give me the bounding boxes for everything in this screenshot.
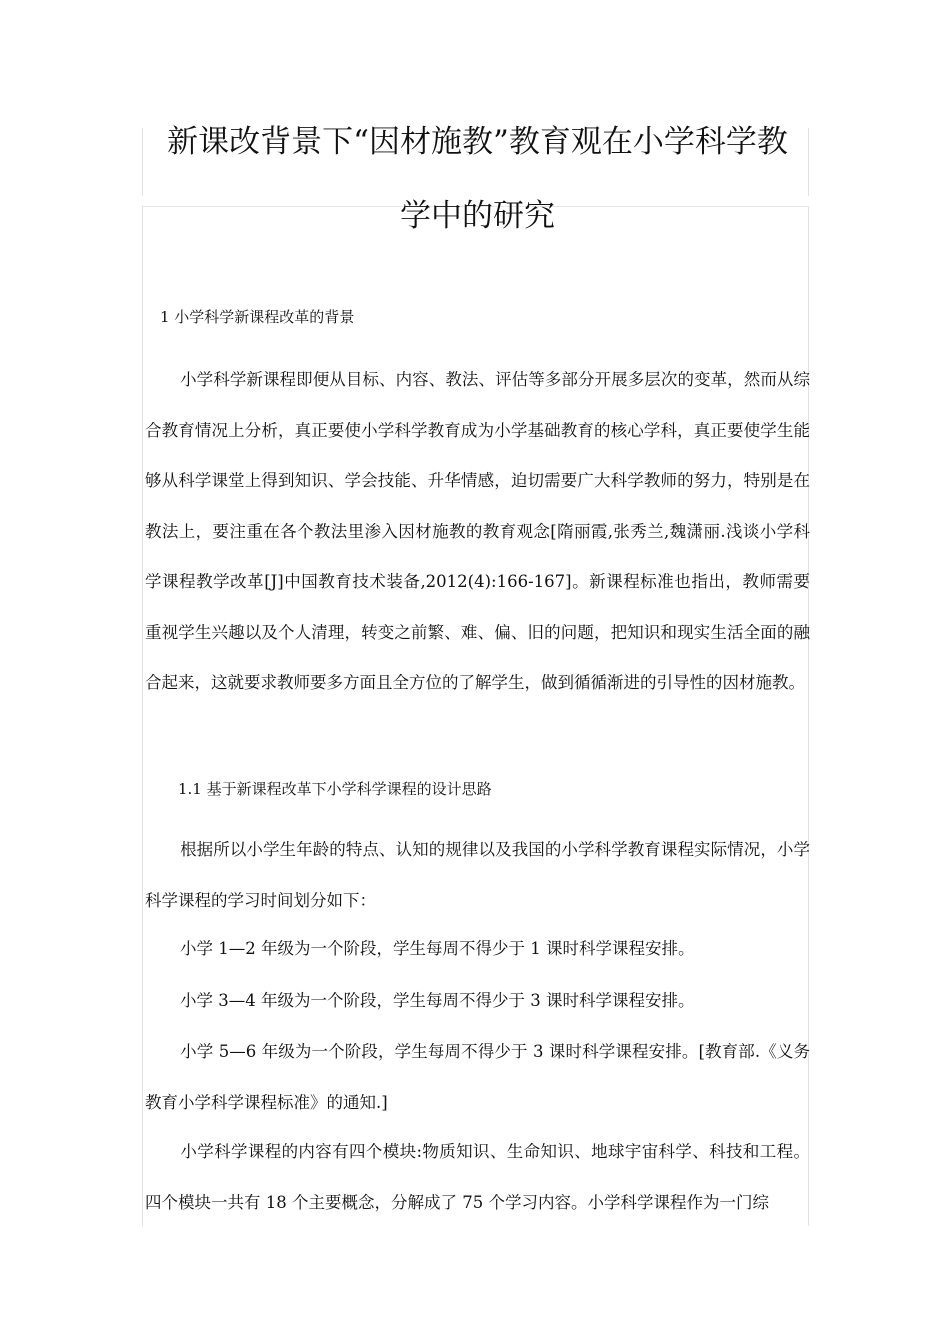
basis-paragraph <box>145 825 810 926</box>
modules-paragraph-text: 小学科学课程的内容有四个模块:物质知识、生命知识、地球宇宙科学、科技和工程。四个模块一共有 18 个主要概念，分解成了 75 个学习内容。小学科学课程作为一门综 <box>145 1142 810 1212</box>
stage2-text: 小学 3—4 年级为一个阶段，学生每周不得少于 3 课时科学课程安排。 <box>180 991 695 1010</box>
document-title-line1: 新课改背景下“因材施教”教育观在小学科学教 <box>167 124 788 160</box>
modules-paragraph <box>145 1127 810 1228</box>
section-heading-1-1: 1.1 基于新课程改革下小学科学课程的设计思路 <box>178 780 492 798</box>
stage1-paragraph <box>145 924 810 975</box>
section1-paragraph <box>145 355 810 709</box>
basis-paragraph-text: 根据所以小学生年龄的特点、认知的规律以及我国的小学科学教育课程实际情况，小学科学课程的学习时间划分如下： <box>145 840 810 910</box>
section1-paragraph-text: 小学科学新课程即便从目标、内容、教法、评估等多部分开展多层次的变革，然而从综合教育情况上分析，真正要使小学科学教育成为小学基础教育的核心学科，真正要使学生能够从科学课堂上得到知识、学会技能、升华情感，迫切需要广大科学教师的努力，特别是在教法上，要注重在各个教法里渗入因材施教的教育观念[隋丽霞,张秀兰,魏潇丽.浅谈小学科学课程教学改革[J]中国教育技术装备,2012(4):166-167]。新课程标准也指出，教师需要重视学生兴趣以及个人清理，转变之前繁、难、偏、旧的问题，把知识和现实生活全面的融合起来，这就要求教师要多方面且全方位的了解学生，做到循循渐进的引导性的因材施教。 <box>145 370 810 692</box>
stage1-text: 小学 1—2 年级为一个阶段，学生每周不得少于 1 课时科学课程安排。 <box>180 939 695 958</box>
stage3-paragraph <box>145 1027 810 1128</box>
frame-line-left-top <box>142 128 143 196</box>
document-title-line2: 学中的研究 <box>400 198 555 234</box>
frame-line-left-body <box>142 206 143 1226</box>
stage2-paragraph <box>145 976 810 1027</box>
section-heading-1: 1 小学科学新课程改革的背景 <box>160 308 355 326</box>
stage3-text: 小学 5—6 年级为一个阶段，学生每周不得少于 3 课时科学课程安排。[教育部.《义务教育小学科学课程标准》的通知.] <box>145 1042 810 1112</box>
